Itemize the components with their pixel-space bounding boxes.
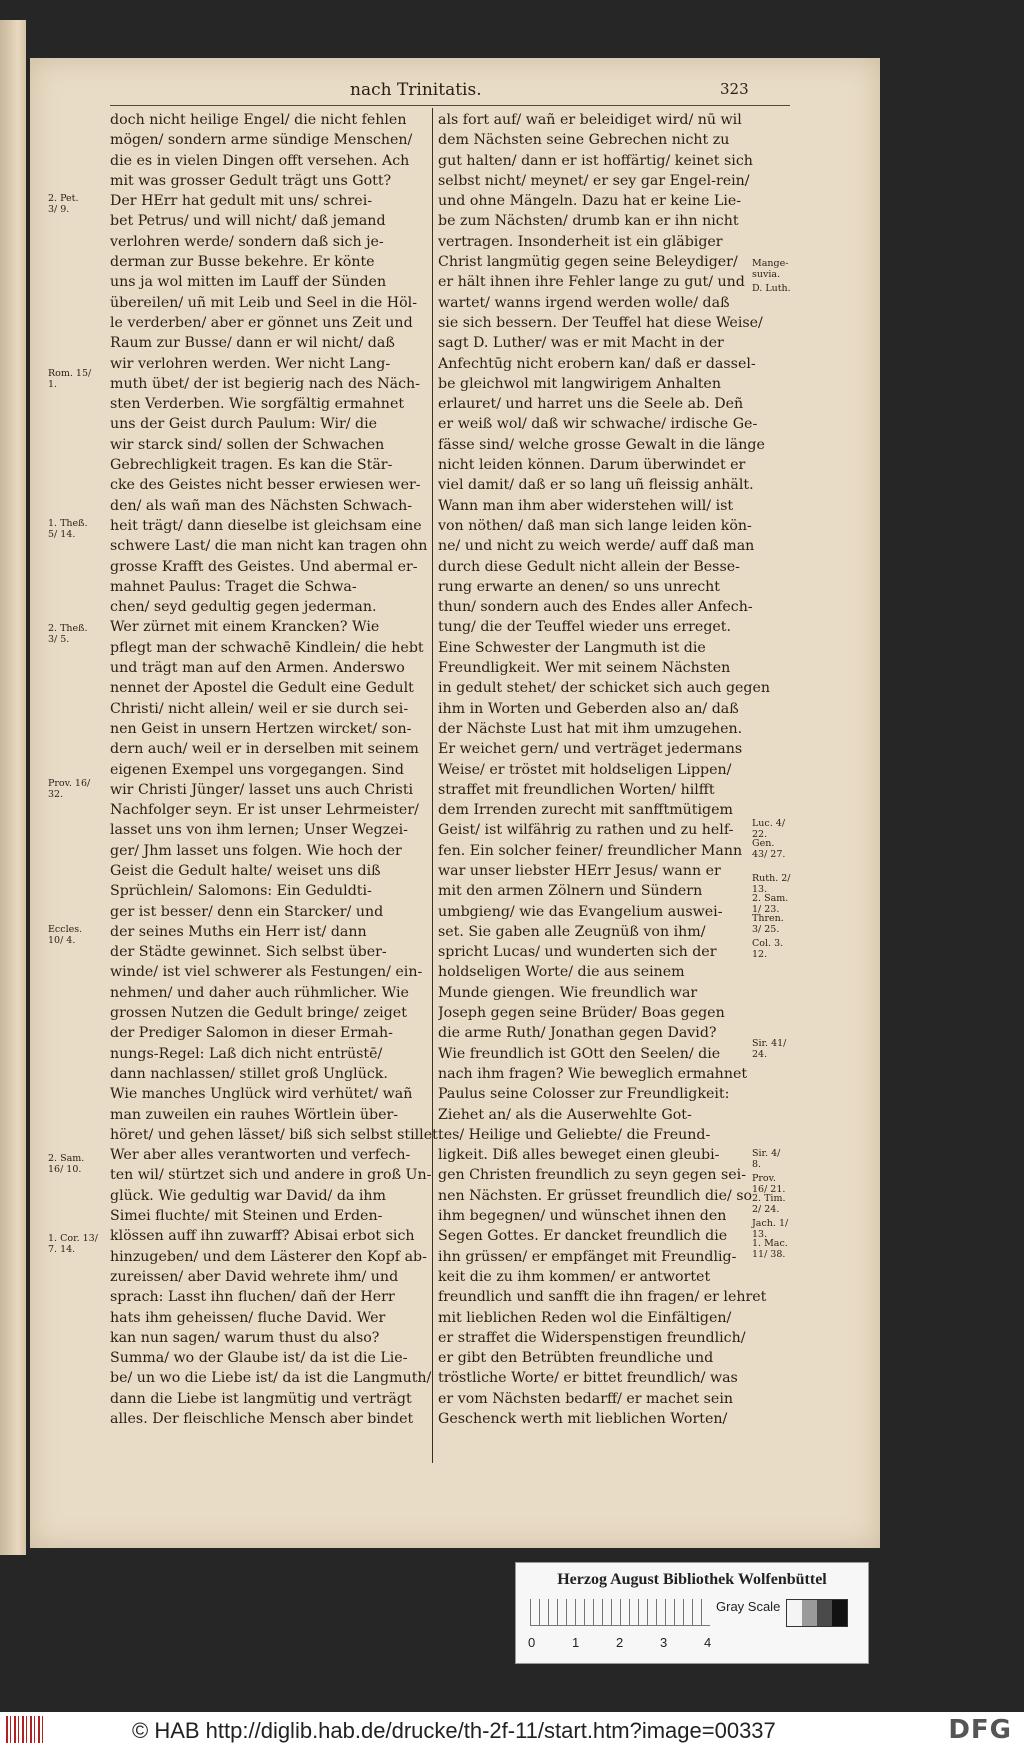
margin-note: Gen. 43/ 27. [752, 838, 786, 860]
text-line: nungs-Regel: Laß dich nicht entrüstē/ [110, 1045, 383, 1062]
text-line: tröstliche Worte/ er bittet freundlich/ was [438, 1370, 738, 1387]
text-line: fässe sind/ welche grosse Gewalt in die länge [438, 436, 765, 453]
text-line: er straffet die Widerspenstigen freundlich/ [438, 1329, 746, 1346]
margin-note: 2. Theß. 3/ 5. [48, 623, 88, 645]
text-line: nach ihm fragen? Wie beweglich ermahnet [438, 1065, 748, 1082]
text-line: muth übet/ der ist begierig nach des Näch- [110, 375, 420, 392]
text-line: ten wil/ stürtzet sich und andere in groß Un- [110, 1167, 432, 1184]
text-line: doch nicht heilige Engel/ die nicht fehlen [110, 112, 407, 128]
text-line: Christ langmütig gegen seine Beleydiger/ [438, 254, 738, 271]
text-line: ger/ Jhm lasset uns folgen. Wie hoch der [110, 842, 402, 859]
margin-note: Mange- suvia. [752, 258, 789, 280]
text-line: mögen/ sondern arme sündige Menschen/ [110, 132, 413, 149]
text-line: wartet/ wanns irgend werden wolle/ daß [438, 294, 730, 311]
text-line: Raum zur Busse/ dann er wil nicht/ daß [110, 335, 395, 352]
text-line: ihm begegnen/ und wünschet ihnen den [438, 1208, 727, 1225]
text-line: viel damit/ daß er so lang uñ fleissig anhält. [438, 477, 754, 494]
text-line: eigenen Exempel uns vorgegangen. Sind [110, 761, 404, 778]
text-line: alles. Der fleischliche Mensch aber bindet [110, 1411, 414, 1427]
margin-note: Eccles. 10/ 4. [48, 924, 83, 946]
text-line: Geist/ ist wilfährig zu rathen und zu helf- [438, 822, 734, 839]
header-rule [110, 105, 790, 106]
text-line: sagt D. Luther/ was er mit Macht in der [438, 335, 724, 352]
text-line: Wie freundlich ist GOtt den Seelen/ die [438, 1045, 721, 1062]
text-line: derman zur Busse bekehre. Er könte [110, 254, 375, 271]
text-line: nennet der Apostel die Gedult eine Gedult [110, 680, 414, 697]
text-line: gut halten/ dann er ist hoffärtig/ keinet sich [438, 152, 753, 169]
text-line: nen Nächsten. Er grüsset freundlich die/ so [438, 1187, 753, 1204]
text-line: war unser liebster HErr Jesus/ wann er [438, 862, 721, 879]
ruler-tick-label: 2 [616, 1635, 624, 1650]
gray-swatch [817, 1600, 832, 1626]
text-line: Ziehet an/ als die Auserwehlte Got- [438, 1106, 692, 1123]
text-line: man zuweilen ein rauhes Wörtlein über- [110, 1106, 399, 1123]
text-line: wir Christi Jünger/ lasset uns auch Christi [110, 781, 414, 798]
right-text-column [438, 110, 788, 1429]
text-line: erlauret/ und harret uns die Seele ab. Deñ [438, 396, 744, 413]
text-line: Er weichet gern/ und verträget jedermans [438, 741, 743, 758]
margin-note: 1. Cor. 13/ 7. 14. [48, 1233, 98, 1255]
text-line: ger ist besser/ denn ein Starcker/ und [110, 903, 384, 920]
text-line: und trägt man auf den Armen. Anderswo [110, 660, 405, 677]
text-line: be gleichwol mit langwirigem Anhalten [438, 375, 721, 392]
text-line: schwere Last/ die man nicht kan tragen ohn [110, 538, 428, 555]
text-line: Wer aber alles verantworten und verfech- [110, 1147, 411, 1164]
page-number: 323 [720, 80, 749, 98]
text-line: thun/ sondern auch des Endes aller Anfech- [438, 599, 753, 616]
text-line: uns der Geist durch Paulum: Wir/ die [110, 416, 378, 433]
margin-note: Rom. 15/ 1. [48, 368, 92, 390]
text-line: dann nachlassen/ stillet groß Unglück. [110, 1065, 388, 1082]
text-line: grosse Krafft des Geistes. Und abermal er- [110, 558, 418, 575]
text-line: umbgieng/ wie das Evangelium auswei- [438, 903, 723, 920]
text-line: übereilen/ uñ mit Leib und Seel in die Höl- [110, 294, 418, 311]
gray-swatch [802, 1600, 817, 1626]
gray-scale-swatches [786, 1599, 848, 1627]
text-line: freundlich und sanfft die ihn fragen/ er lehret [438, 1289, 767, 1306]
text-line: dem Irrenden zurecht mit sanfftmütigem [438, 802, 733, 819]
text-line: pflegt man der schwachē Kindlein/ die hebt [110, 639, 424, 656]
text-line: er hält ihnen ihre Fehler lange zu gut/ und [438, 274, 745, 291]
running-head: nach Trinitatis. [350, 80, 482, 100]
text-line: holdseligen Worte/ die aus seinem [438, 964, 685, 981]
text-line: der Prediger Salomon in dieser Ermah- [110, 1025, 393, 1042]
text-line: lasset uns von ihm lernen; Unser Wegzei- [110, 822, 408, 839]
text-line: chen/ seyd gedultig gegen jederman. [110, 599, 377, 616]
text-line: tung/ die der Teuffel wieder uns erreget. [438, 619, 732, 636]
text-line: gen Christen freundlich zu seyn gegen sei- [438, 1167, 746, 1184]
text-line: Sprüchlein/ Salomons: Ein Geduldti- [110, 883, 372, 900]
margin-note: 2. Sam. 16/ 10. [48, 1153, 85, 1175]
text-line: durch diese Gedult nicht allein der Besse- [438, 558, 740, 575]
text-line: winde/ ist viel schwerer als Festungen/ ein- [110, 964, 423, 981]
text-line: ne/ und nicht zu weich werde/ auff daß man [438, 538, 755, 555]
page-header [30, 80, 880, 102]
dfg-logo: DFG [948, 1715, 1012, 1745]
text-line: er gibt den Betrübten freundliche und [438, 1350, 714, 1367]
text-line: Summa/ wo der Glaube ist/ da ist die Lie- [110, 1350, 408, 1367]
text-line: Munde giengen. Wie freundlich war [438, 984, 698, 1001]
text-line: und ohne Mängeln. Dazu hat er keine Lie- [438, 193, 742, 210]
text-line: dern auch/ weil er in derselben mit seinem [110, 741, 419, 758]
text-line: ihn grüssen/ er empfänget mit Freundlig- [438, 1248, 737, 1265]
margin-note: 1. Theß. 5/ 14. [48, 518, 88, 540]
text-line: mit lieblichen Reden wol die Einfältigen/ [438, 1309, 732, 1326]
text-line: Geist die Gedult halte/ weiset uns diß [110, 862, 381, 879]
text-line: vertragen. Insonderheit ist ein gläbiger [438, 233, 723, 250]
text-line: nen Geist in unsern Hertzen wircket/ son- [110, 720, 412, 737]
text-line: den/ als wañ man des Nächsten Schwach- [110, 497, 413, 514]
text-line: ligkeit. Diß alles beweget einen gleubi- [438, 1147, 720, 1164]
text-line: sprach: Lasst ihn fluchen/ dañ der Herr [110, 1289, 395, 1306]
hab-logo-icon [6, 1716, 44, 1743]
text-line: Nachfolger seyn. Er ist unser Lehrmeister/ [110, 802, 419, 819]
gray-swatch [787, 1600, 802, 1626]
ruler-tick-label: 3 [660, 1635, 668, 1650]
text-line: zureissen/ aber David wehrete ihm/ und [110, 1268, 399, 1285]
text-line: höret/ und gehen lässet/ biß sich selbst stillet. [110, 1126, 443, 1143]
ruler-tick-label: 4 [704, 1635, 712, 1650]
text-line: fen. Ein solcher feiner/ freundlicher Mann [438, 842, 743, 859]
margin-note: Sir. 4/ 8. [752, 1148, 781, 1170]
text-line: Weise/ er tröstet mit holdseligen Lippen/ [438, 761, 732, 778]
text-line: spricht Lucas/ und wunderten sich der [438, 944, 717, 961]
margin-note: Sir. 41/ 24. [752, 1038, 787, 1060]
text-line: le verderben/ aber er gönnet uns Zeit und [110, 314, 413, 331]
margin-note: Col. 3. 12. [752, 938, 784, 960]
text-line: keit die zu ihm kommen/ er antwortet [438, 1268, 711, 1285]
text-line: hats ihm geheissen/ fluche David. Wer [110, 1309, 386, 1326]
text-line: er weiß wol/ daß wir schwache/ irdische Ge- [438, 416, 758, 433]
text-line: Der HErr hat gedult mit uns/ schrei- [110, 193, 373, 210]
text-line: die es in vielen Dingen offt versehen. Ach [110, 152, 410, 169]
text-line: Simei fluchte/ mit Steinen und Erden- [110, 1208, 383, 1225]
text-line: dann die Liebe ist langmütig und verträgt [110, 1390, 412, 1407]
margin-note: Jach. 1/ 13. [752, 1218, 789, 1240]
text-line: Geschenck werth mit lieblichen Worten/ [438, 1411, 728, 1427]
text-line: ihm in Worten und Geberden also an/ daß [438, 700, 739, 717]
text-line: heit trägt/ dann dieselbe ist gleichsam eine [110, 517, 422, 534]
book-page [30, 58, 880, 1548]
ruler-ticks [528, 1635, 748, 1650]
text-line: sten Verderben. Wie sorgfältig ermahnet [110, 396, 405, 413]
text-line: cke des Geistes nicht besser erwiesen wer- [110, 477, 421, 494]
text-line: dem Nächsten seine Gebrechen nicht zu [438, 132, 730, 149]
text-line: Paulus seine Colosser zur Freundligkeit: [438, 1086, 730, 1103]
text-line: rung erwarte an denen/ so uns unrecht [438, 578, 720, 595]
text-line: Christi/ nicht allein/ weil er sie durch sei- [110, 700, 409, 717]
text-line: glück. Wie gedultig war David/ da ihm [110, 1187, 386, 1204]
text-line: uns ja wol mitten im Lauff der Sünden [110, 274, 387, 291]
copyright-link[interactable]: © HAB http://diglib.hab.de/drucke/th-2f-11/start.htm?image=00337 [132, 1718, 776, 1743]
text-line: Wie manches Unglück wird verhütet/ wañ [110, 1086, 413, 1103]
previous-page-edge [0, 20, 26, 1555]
text-line: er vom Nächsten bedarff/ er machet sein [438, 1390, 734, 1407]
ruler-tick-label: 0 [528, 1635, 536, 1650]
text-line: wir verlohren werden. Wer nicht Lang- [110, 355, 391, 372]
text-line: von nöthen/ daß man sich lange leiden kön- [438, 517, 752, 534]
ruler-scale [530, 1599, 710, 1626]
color-calibration-card [515, 1562, 869, 1664]
text-line: bet Petrus/ und will nicht/ daß jemand [110, 213, 386, 230]
text-line: der seines Muths ein Herr ist/ dann [110, 923, 367, 940]
text-line: mit was grosser Gedult trägt uns Gott? [110, 172, 392, 189]
margin-note: Ruth. 2/ 13. [752, 873, 791, 895]
margin-note: 2. Sam. 1/ 23. [752, 893, 789, 915]
text-line: hinzugeben/ und dem Lästerer den Kopf ab- [110, 1248, 427, 1265]
text-line: Eine Schwester der Langmuth ist die [438, 639, 706, 656]
text-line: mit den armen Zölnern und Sündern [438, 883, 703, 900]
text-line: in gedult stehet/ der schicket sich auch gegen [438, 680, 771, 697]
text-line: Wer zürnet mit einem Krancken? Wie [110, 619, 380, 636]
text-line: als fort auf/ wañ er beleidiget wird/ nū wil [438, 112, 742, 128]
text-line: der Nächste Lust hat mit ihm umzugehen. [438, 720, 743, 737]
text-line: Joseph gegen seine Brüder/ Boas gegen [438, 1005, 725, 1022]
text-line: verlohren werde/ sondern daß sich je- [110, 233, 384, 250]
text-line: straffet mit freundlichen Worten/ hilfft [438, 781, 715, 798]
margin-note: Prov. 16/ 32. [48, 778, 91, 800]
margin-note: D. Luth. [752, 283, 791, 294]
gray-swatch [832, 1600, 847, 1626]
text-line: selbst nicht/ meynet/ er sey gar Engel-rein/ [438, 172, 750, 189]
text-line: grossen Nutzen die Gedult bringe/ zeiget [110, 1005, 407, 1022]
text-line: nicht leiden können. Darum überwindet er [438, 457, 746, 474]
ruler-tick-label: 1 [572, 1635, 580, 1650]
text-line: Anfechtūg nicht erobern kan/ daß er dassel- [438, 355, 756, 372]
margin-note: Prov. 16/ 21. [752, 1173, 786, 1195]
text-line: mahnet Paulus: Traget die Schwa- [110, 578, 357, 595]
text-line: wir starck sind/ sollen der Schwachen [110, 436, 385, 453]
margin-note: 2. Tim. 2/ 24. [752, 1193, 786, 1215]
text-line: Wann man ihm aber widerstehen will/ ist [438, 497, 734, 514]
footer-bar [0, 1712, 1024, 1747]
text-line: klössen auff ihn zuwarff? Abisai erbot sich [110, 1228, 415, 1245]
text-line: set. Sie gaben alle Zeugnüß von ihm/ [438, 923, 706, 940]
text-line: Gebrechligkeit tragen. Es kan die Stär- [110, 457, 393, 474]
gray-scale-label: Gray Scale [716, 1599, 781, 1614]
text-line: kan nun sagen/ warum thust du also? [110, 1329, 380, 1346]
margin-note: Thren. 3/ 25. [752, 913, 784, 935]
text-line: sie sich bessern. Der Teuffel hat diese Weise/ [438, 314, 763, 331]
text-line: tes/ Heilige und Geliebte/ die Freund- [438, 1126, 711, 1143]
text-line: Freundligkeit. Wer mit seinem Nächsten [438, 660, 731, 677]
text-line: die arme Ruth/ Jonathan gegen David? [438, 1025, 717, 1042]
margin-note: 1. Mac. 11/ 38. [752, 1238, 788, 1260]
text-line: Segen Gottes. Er dancket freundlich die [438, 1228, 728, 1245]
text-line: nehmen/ und daher auch rühmlicher. Wie [110, 984, 409, 1001]
text-line: be/ un wo die Liebe ist/ da ist die Langmuth/ [110, 1370, 432, 1387]
library-name: Herzog August Bibliothek Wolfenbüttel [557, 1571, 827, 1588]
text-line: be zum Nächsten/ drumb kan er ihn nicht [438, 213, 739, 230]
left-text-column [110, 110, 462, 1429]
margin-note: Luc. 4/ 22. [752, 818, 786, 840]
text-line: der Städte gewinnet. Sich selbst über- [110, 944, 387, 961]
margin-note: 2. Pet. 3/ 9. [48, 193, 79, 215]
